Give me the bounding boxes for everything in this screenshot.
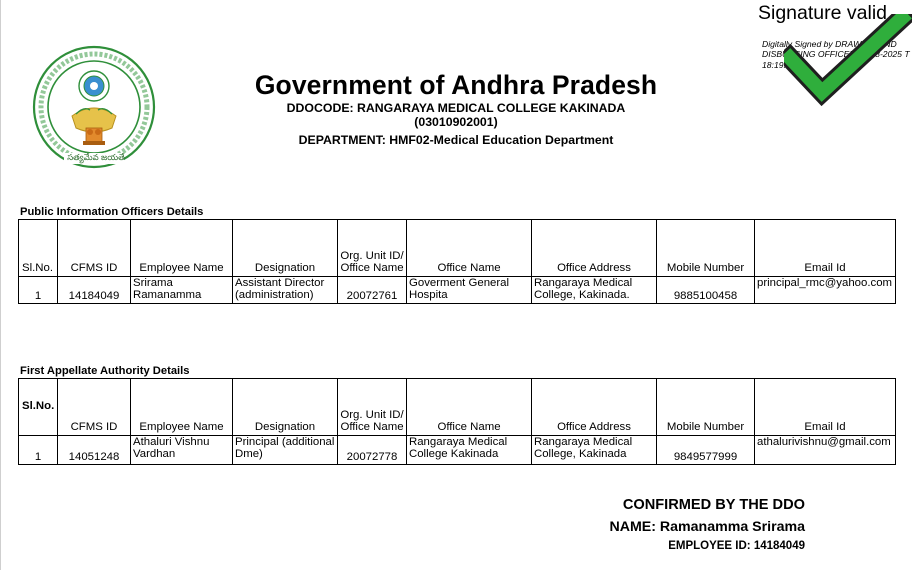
cell-slno: 1	[19, 436, 58, 465]
col-employee-name: Employee Name	[131, 220, 233, 277]
col-office-name: Office Name	[407, 379, 532, 436]
cell-org-unit: 20072778	[338, 436, 407, 465]
cell-email-id: principal_rmc@yahoo.com	[755, 277, 896, 304]
col-email-id: Email Id	[755, 379, 896, 436]
pio-table	[18, 219, 896, 304]
pio-section-title: Public Information Officers Details	[20, 206, 204, 218]
col-slno: Sl.No.	[19, 379, 58, 436]
faa-section-title: First Appellate Authority Details	[20, 365, 190, 377]
col-office-address: Office Address	[532, 220, 657, 277]
confirmed-by-ddo: CONFIRMED BY THE DDO	[622, 497, 805, 513]
col-email-id: Email Id	[755, 220, 896, 277]
cell-designation: Assistant Director (administration)	[233, 277, 338, 304]
col-org-unit: Org. Unit ID/ Office Name	[338, 220, 407, 277]
col-slno: Sl.No.	[19, 220, 58, 277]
ddo-code-number: (03010902001)	[414, 115, 498, 129]
checkmark-icon	[784, 14, 912, 118]
table-row	[19, 277, 896, 304]
cell-mobile-number: 9849577999	[657, 436, 755, 465]
signature-status: Signature valid	[758, 2, 887, 24]
page-title: Government of Andhra Pradesh	[254, 70, 658, 100]
col-designation: Designation	[233, 379, 338, 436]
cell-employee-name: Srirama Ramanamma	[131, 277, 233, 304]
cell-office-name: Rangaraya Medical College Kakinada	[407, 436, 532, 465]
emblem-motto: సత్యమేవ జయతే	[67, 152, 125, 162]
col-mobile-number: Mobile Number	[657, 220, 755, 277]
cell-office-name: Goverment General Hospita	[407, 277, 532, 304]
col-designation: Designation	[233, 220, 338, 277]
ddo-code-line: DDOCODE: RANGARAYA MEDICAL COLLEGE KAKINADA	[286, 101, 626, 115]
cell-org-unit: 20072761	[338, 277, 407, 304]
cell-office-address: Rangaraya Medical College, Kakinada	[532, 436, 657, 465]
signature-details: Digitally Signed by DRAWING AND DISBURSING OFFICER 05-08-2025 T 18:19:51	[762, 39, 910, 70]
cell-slno: 1	[19, 277, 58, 304]
col-employee-name: Employee Name	[131, 379, 233, 436]
table-header-row	[19, 379, 896, 436]
cell-employee-name: Athaluri Vishnu Vardhan	[131, 436, 233, 465]
cell-cfms-id: 14051248	[58, 436, 131, 465]
department-line: DEPARTMENT: HMF02-Medical Education Department	[298, 133, 614, 147]
col-cfms-id: CFMS ID	[58, 220, 131, 277]
col-mobile-number: Mobile Number	[657, 379, 755, 436]
faa-table	[18, 378, 896, 465]
col-cfms-id: CFMS ID	[58, 379, 131, 436]
col-office-name: Office Name	[407, 220, 532, 277]
confirming-employee-id: EMPLOYEE ID: 14184049	[668, 540, 805, 552]
table-row	[19, 436, 896, 465]
confirming-officer-name: NAME: Ramanamma Srirama	[609, 519, 805, 535]
cell-mobile-number: 9885100458	[657, 277, 755, 304]
col-org-unit: Org. Unit ID/ Office Name	[338, 379, 407, 436]
cell-cfms-id: 14184049	[58, 277, 131, 304]
page-edge	[0, 0, 1, 570]
table-header-row	[19, 220, 896, 277]
cell-office-address: Rangaraya Medical College, Kakinada.	[532, 277, 657, 304]
cell-designation: Principal (additional Dme)	[233, 436, 338, 465]
col-office-address: Office Address	[532, 379, 657, 436]
cell-email-id: athalurivishnu@gmail.com	[755, 436, 896, 465]
